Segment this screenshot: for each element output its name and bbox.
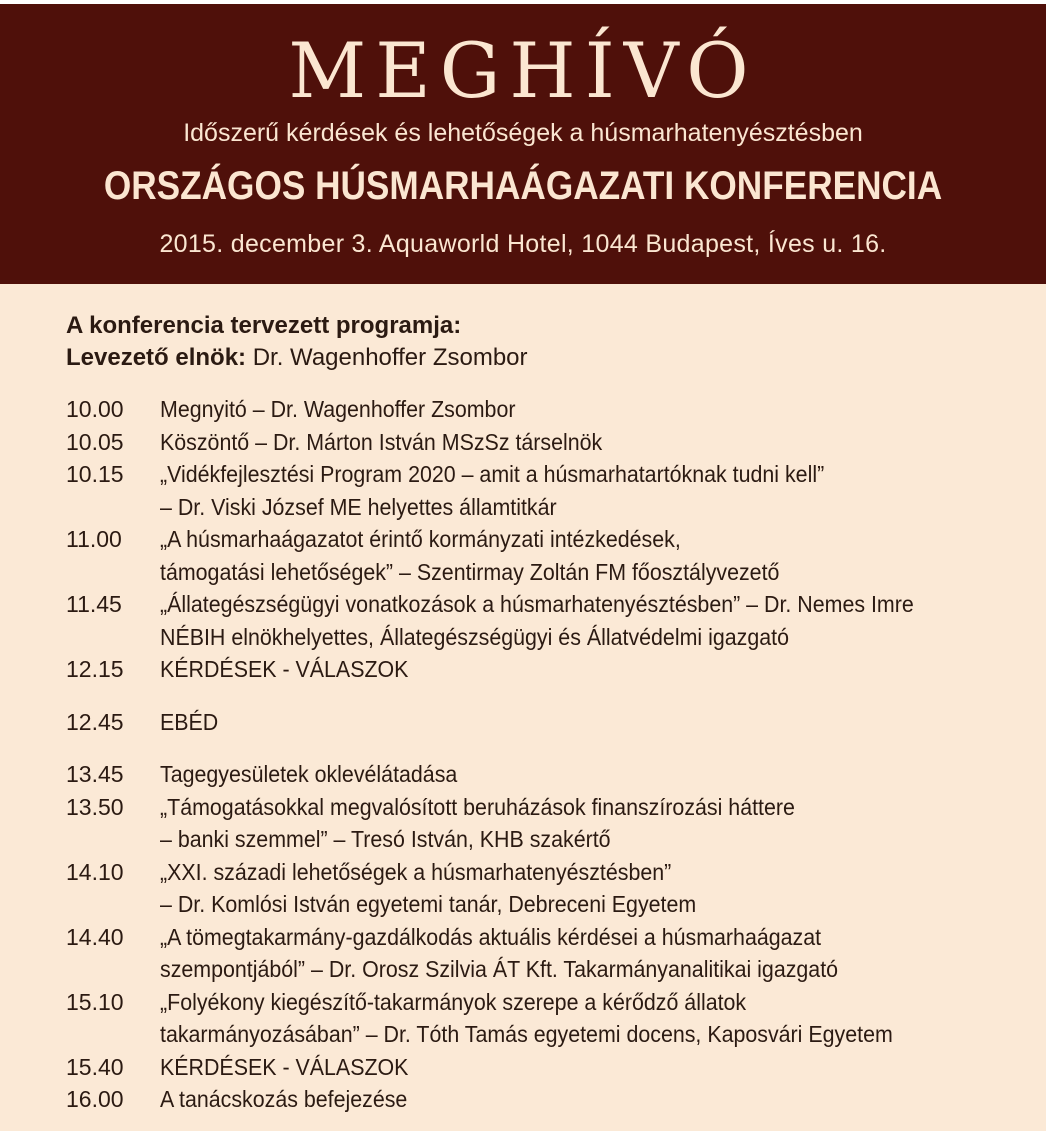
schedule-time: 10.15: [66, 461, 124, 487]
schedule-row: [66, 1083, 1026, 1116]
schedule-item-speaker: takarmányozásában” – Dr. Tóth Tamás egyetemi docens, Kaposvári Egyetem: [160, 1021, 893, 1047]
schedule-item-text: Megnyitó – Dr. Wagenhoffer Zsombor: [160, 396, 516, 422]
conference-name: ORSZÁGOS HÚSMARHAÁGAZATI KONFERENCIA: [103, 164, 943, 208]
schedule-time: 16.00: [66, 1086, 124, 1112]
schedule-item-speaker: támogatási lehetőségek” – Szentirmay Zoltán FM főosztályvezető: [160, 558, 780, 585]
chair-label: Levezető elnök:: [66, 344, 247, 371]
schedule-item-text: KÉRDÉSEK - VÁLASZOK: [160, 1053, 409, 1080]
schedule-time: 11.00: [66, 526, 122, 552]
schedule-row: [66, 921, 1026, 986]
chair-name: Dr. Wagenhoffer Zsombor: [252, 344, 528, 371]
schedule-time: 15.10: [66, 988, 124, 1015]
schedule-item-text: KÉRDÉSEK - VÁLASZOK: [160, 656, 409, 682]
schedule-row: [66, 706, 1026, 739]
invitation-title: MEGHÍVÓ: [288, 26, 758, 115]
schedule-row: [66, 523, 1026, 588]
schedule-row: [66, 393, 1026, 426]
schedule-item-text: „A tömegtakarmány-gazdálkodás aktuális kérdései a húsmarhaágazat: [160, 923, 822, 950]
schedule-time: 12.15: [66, 656, 124, 682]
schedule-item-speaker: – banki szemmel” – Tresó István, KHB szakértő: [160, 826, 611, 852]
schedule-item-speaker: – Dr. Viski József ME helyettes államtitkár: [160, 493, 557, 520]
schedule-time: 15.40: [66, 1053, 124, 1080]
schedule-time: 11.45: [66, 591, 122, 617]
program-heading: A konferencia tervezett programja:: [66, 312, 462, 339]
invitation-subtitle: Időszerű kérdések és lehetőségek a húsmarhatenyésztésben: [183, 119, 863, 147]
schedule-time: 10.00: [66, 396, 124, 422]
schedule-item-text: „Támogatásokkal megvalósított beruházások finanszírozási háttere: [160, 793, 795, 820]
schedule-item-text: „Folyékony kiegészítő-takarmányok szerepe a kérődző állatok: [160, 988, 747, 1015]
schedule-item-text: A tanácskozás befejezése: [160, 1086, 408, 1112]
schedule-item-text: „Állategészségügyi vonatkozások a húsmarhatenyésztésben” – Dr. Nemes Imre: [160, 591, 914, 617]
schedule-time: 14.10: [66, 858, 124, 885]
schedule-time: 14.40: [66, 923, 124, 950]
schedule-list: [66, 393, 1026, 1116]
schedule-row: [66, 1051, 1026, 1084]
schedule-item-speaker: szempontjából” – Dr. Orosz Szilvia ÁT Kft. Takarmányanalitikai igazgató: [160, 956, 839, 982]
schedule-row: [66, 986, 1026, 1051]
schedule-item-text: Tagegyesületek oklevélátadása: [160, 761, 458, 787]
schedule-row: [66, 758, 1026, 791]
schedule-item-text: Köszöntő – Dr. Márton István MSzSz társelnök: [160, 428, 603, 455]
schedule-item-speaker: NÉBIH elnökhelyettes, Állategészségügyi és Állatvédelmi igazgató: [160, 623, 789, 650]
schedule-row: [66, 653, 1026, 686]
schedule-time: 13.50: [66, 793, 124, 820]
schedule-item-text: „A húsmarhaágazatot érintő kormányzati intézkedések,: [160, 526, 681, 552]
schedule-time: 10.05: [66, 428, 124, 455]
schedule-item-text: EBÉD: [160, 708, 219, 735]
schedule-row: [66, 458, 1026, 523]
schedule-item-text: „XXI. századi lehetőségek a húsmarhatenyésztésben”: [160, 858, 672, 885]
schedule-time: 12.45: [66, 708, 124, 735]
schedule-time: 13.45: [66, 761, 124, 787]
schedule-row: [66, 588, 1026, 653]
chair-line: [66, 343, 528, 373]
schedule-row: [66, 791, 1026, 856]
schedule-item-text: „Vidékfejlesztési Program 2020 – amit a húsmarhatartóknak tudni kell”: [160, 461, 825, 487]
schedule-item-speaker: – Dr. Komlósi István egyetemi tanár, Debreceni Egyetem: [160, 891, 697, 917]
invitation-header: [0, 4, 1046, 284]
schedule-row: [66, 856, 1026, 921]
event-date-venue: 2015. december 3. Aquaworld Hotel, 1044 Budapest, Íves u. 16.: [159, 230, 887, 258]
schedule-row: [66, 426, 1026, 459]
